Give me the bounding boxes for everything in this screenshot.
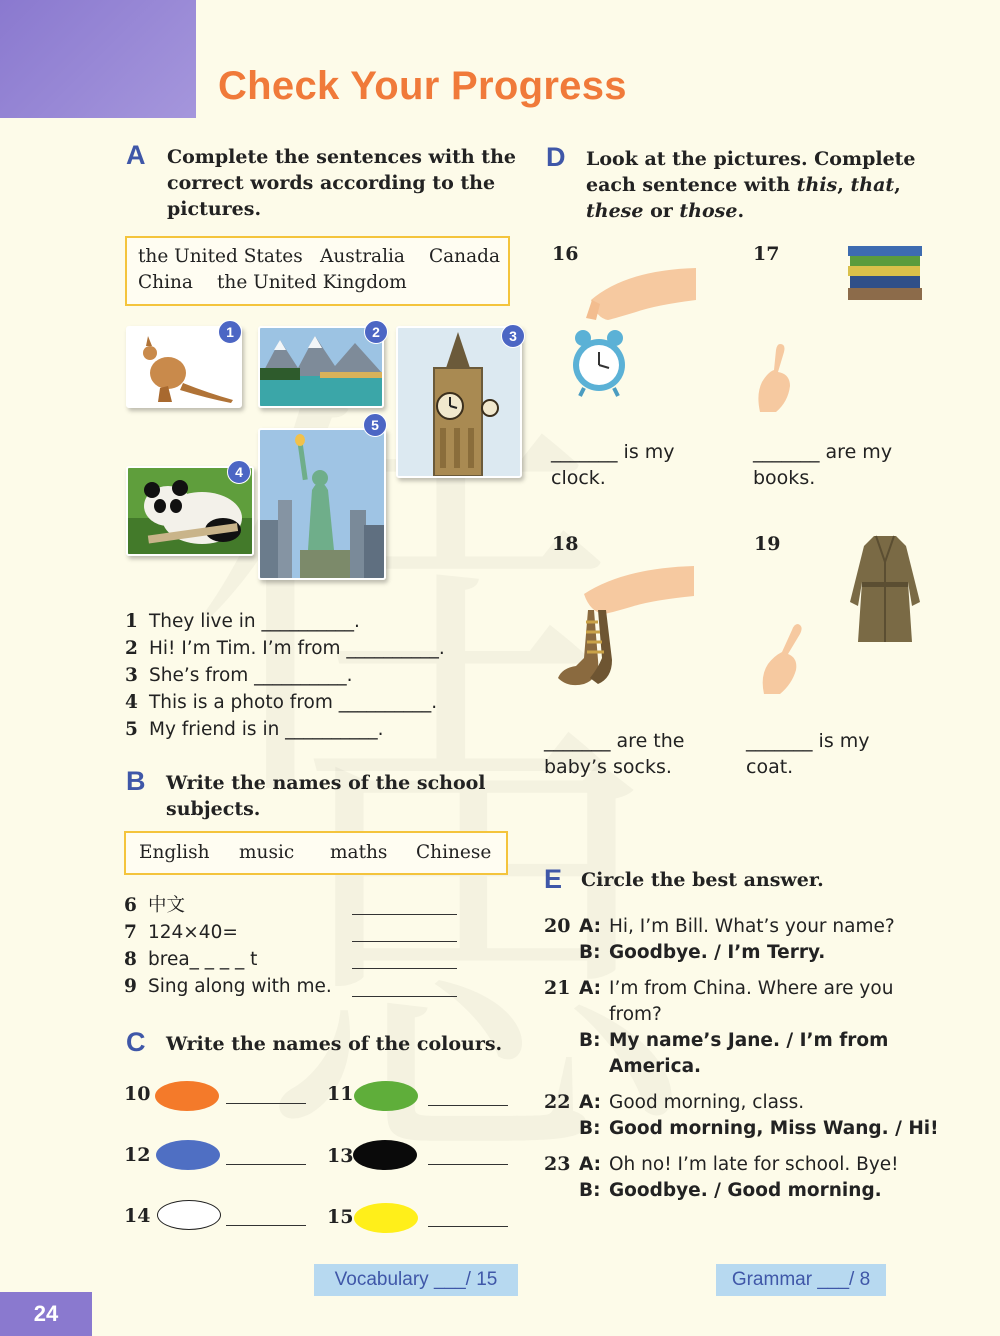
item-19-number: 19 [754, 533, 781, 555]
black-oval [353, 1140, 417, 1170]
answer-choices-23[interactable]: B: Goodbye. / Good morning. [579, 1180, 882, 1201]
green-oval [354, 1081, 418, 1111]
statue-of-liberty-photo [258, 428, 386, 580]
pointing-hand-image [752, 342, 802, 414]
question-9: 9 Sing along with me. [124, 976, 332, 997]
answer-line-9[interactable] [352, 996, 457, 997]
question-3: 3 She’s from __________. [125, 665, 353, 686]
badge-1: 1 [218, 320, 242, 344]
answer-line-15[interactable] [428, 1226, 508, 1227]
badge-2: 2 [364, 320, 388, 344]
section-b-letter: B [126, 766, 146, 796]
question-4: 4 This is a photo from __________. [125, 692, 438, 713]
coat-image [846, 532, 924, 644]
section-a-questions [125, 608, 445, 743]
color-item-15-number: 15 [327, 1206, 354, 1228]
page-title: Check Your Progress [218, 64, 627, 108]
grammar-score: Grammar ___/ 8 [716, 1264, 886, 1296]
item-20: 20 A: Hi, I’m Bill. What’s your name? B: Goodbye. / I’m Terry. [544, 914, 944, 976]
corner-decoration [0, 0, 196, 118]
vocabulary-score: Vocabulary ___/ 15 [314, 1264, 518, 1296]
question-2: 2 Hi! I’m Tim. I’m from __________. [125, 638, 445, 659]
big-ben-photo [396, 326, 522, 478]
yellow-oval [354, 1203, 418, 1233]
page-number: 24 [0, 1292, 92, 1336]
section-d-instruction: Look at the pictures. Complete each sentence with this, that, these or those. [586, 148, 916, 222]
item-18-number: 18 [552, 533, 579, 555]
orange-oval [155, 1081, 219, 1111]
white-oval [157, 1200, 221, 1230]
section-e-letter: E [544, 864, 563, 894]
answer-line-6[interactable] [352, 914, 457, 915]
item-16-sentence: _______ is my clock. [551, 441, 675, 489]
color-item-10-number: 10 [124, 1083, 151, 1105]
color-item-13-number: 13 [327, 1145, 354, 1167]
answer-line-10[interactable] [226, 1103, 306, 1104]
answer-line-13[interactable] [428, 1164, 508, 1165]
question-8: 8 brea_ _ _ _ t [124, 949, 258, 970]
section-a-letter: A [126, 140, 146, 170]
section-e-items [544, 914, 944, 1214]
item-19-sentence: _______ is my coat. [746, 730, 870, 778]
answer-line-7[interactable] [352, 941, 457, 942]
color-item-14-number: 14 [124, 1205, 151, 1227]
hand-holding-clock-image [556, 260, 701, 405]
answer-line-14[interactable] [226, 1225, 306, 1226]
country-word-box: the United States Australia Canada China the United Kingdom [125, 236, 510, 306]
item-17-sentence: _______ are my books. [753, 441, 893, 489]
badge-5: 5 [363, 413, 387, 437]
item-23: 23 A: Oh no! I’m late for school. Bye! B: Goodbye. / Good morning. [544, 1152, 944, 1214]
section-e-instruction: Circle the best answer. [581, 869, 824, 891]
subject-word-box: English music maths Chinese [124, 831, 508, 875]
answer-line-8[interactable] [352, 968, 457, 969]
books-image [846, 244, 924, 302]
item-18-sentence: _______ are the baby’s socks. [544, 730, 685, 778]
item-21: 21 A: I’m from China. Where are you from? B: My name’s Jane. / I’m from America. [544, 977, 894, 1077]
color-item-11-number: 11 [327, 1083, 354, 1105]
item-16-number: 16 [552, 243, 579, 265]
color-item-12-number: 12 [124, 1144, 151, 1166]
section-d-letter: D [546, 142, 566, 172]
section-c-letter: C [126, 1027, 146, 1057]
question-7: 7 124×40= [124, 922, 238, 943]
question-1: 1 They live in __________. [125, 611, 360, 632]
badge-4: 4 [227, 460, 251, 484]
answer-choices-20[interactable]: B: Goodbye. / I’m Terry. [579, 942, 826, 963]
answer-line-11[interactable] [428, 1105, 508, 1106]
section-b-questions [124, 892, 332, 1000]
section-b-instruction: Write the names of the school subjects. [166, 772, 486, 820]
hand-holding-socks-image [554, 560, 699, 695]
badge-3: 3 [501, 324, 525, 348]
item-22: 22 A: Good morning, class. B: Good morning, Miss Wang. / Hi! [544, 1090, 944, 1152]
answer-line-12[interactable] [226, 1164, 306, 1165]
pointing-hand-image [756, 622, 806, 696]
answer-choices-22[interactable]: B: Good morning, Miss Wang. / Hi! [579, 1118, 939, 1139]
section-a-instruction: Complete the sentences with the correct words according to the pictures. [167, 146, 516, 220]
question-6: 6 中文 [124, 895, 186, 916]
answer-choices-21[interactable]: B: My name’s Jane. / I’m from [579, 1030, 889, 1051]
question-5: 5 My friend is in __________. [125, 719, 384, 740]
blue-oval [156, 1140, 220, 1170]
section-c-instruction: Write the names of the colours. [166, 1033, 503, 1055]
item-17-number: 17 [753, 243, 780, 265]
